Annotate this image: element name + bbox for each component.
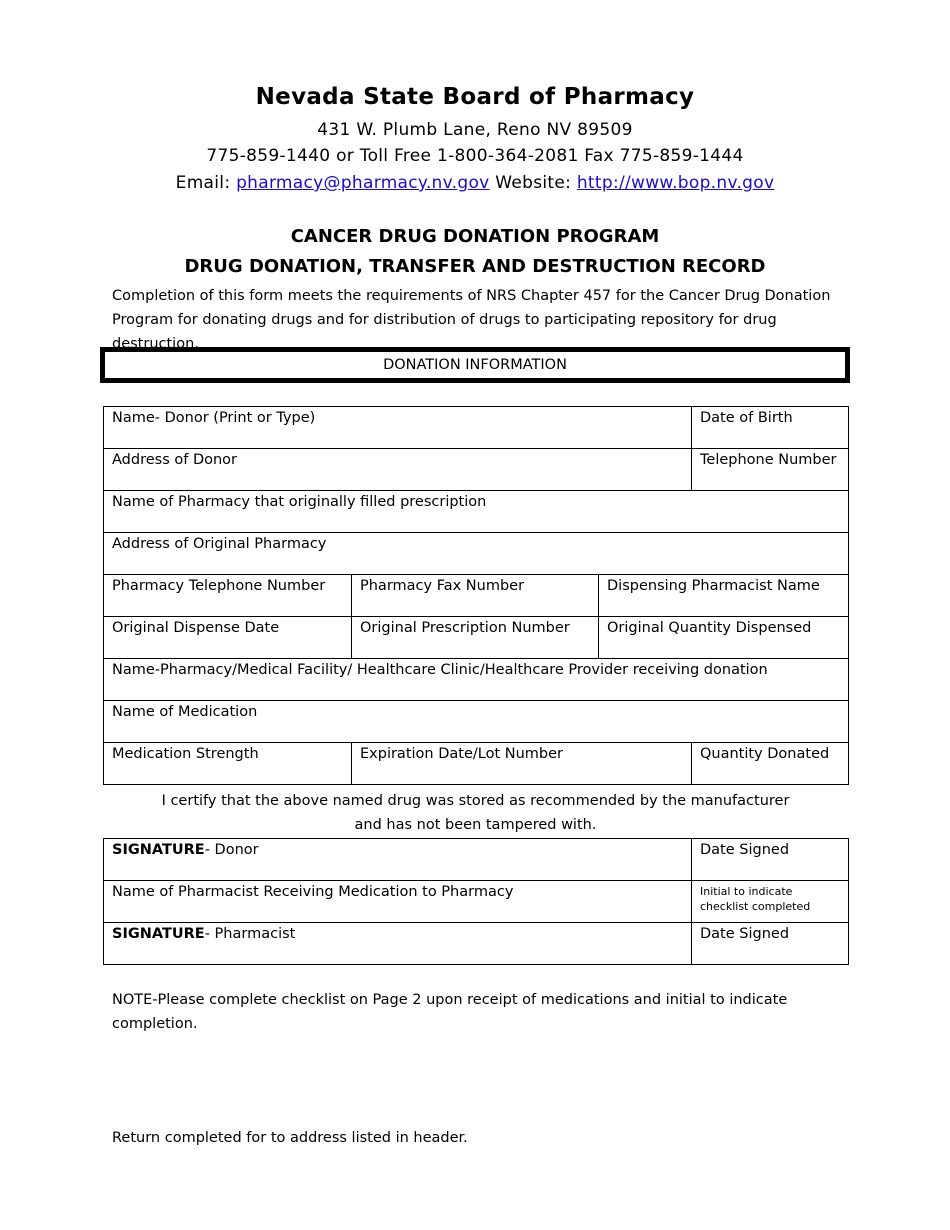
table-row: [104, 617, 849, 659]
org-address: 431 W. Plumb Lane, Reno NV 89509: [317, 120, 633, 140]
certification-line-1: I certify that the above named drug was stored as recommended by the manufacturer: [161, 793, 790, 809]
pharmacist-signature-suffix: - Pharmacist: [204, 926, 296, 942]
email-label: Email:: [175, 173, 237, 193]
program-title: CANCER DRUG DONATION PROGRAM: [290, 226, 660, 247]
table-row: [104, 881, 849, 923]
table-row: [104, 923, 849, 965]
org-contact-line: [0, 173, 950, 193]
pharmacy-fax-field[interactable]: Pharmacy Fax Number: [352, 575, 599, 617]
donation-information-header: DONATION INFORMATION: [100, 347, 850, 383]
signature-bold-label: SIGNATURE: [112, 842, 205, 858]
pharmacy-phone-field[interactable]: Pharmacy Telephone Number: [104, 575, 352, 617]
table-row: [104, 449, 849, 491]
table-row: [104, 743, 849, 785]
expiration-lot-field[interactable]: Expiration Date/Lot Number: [352, 743, 692, 785]
orig-rx-number-field[interactable]: Original Prescription Number: [352, 617, 599, 659]
dob-field[interactable]: Date of Birth: [692, 407, 849, 449]
checklist-note: NOTE-Please complete checklist on Page 2 upon receipt of medications and initial to indicate completion.: [112, 992, 788, 1032]
org-phone-line: 775-859-1440 or Toll Free 1-800-364-2081 Fax 775-859-1444: [206, 146, 744, 166]
table-row: [104, 407, 849, 449]
certification-line-2: and has not been tampered with.: [354, 817, 597, 833]
certification-statement: [103, 789, 848, 837]
donor-name-field[interactable]: Name- Donor (Print or Type): [104, 407, 692, 449]
table-row: [104, 575, 849, 617]
pharmacist-signature-field[interactable]: [104, 923, 692, 965]
receiving-pharmacist-field[interactable]: Name of Pharmacist Receiving Medication to Pharmacy: [104, 881, 692, 923]
table-row: [104, 701, 849, 743]
donor-signature-suffix: - Donor: [204, 842, 259, 858]
telephone-field[interactable]: Telephone Number: [692, 449, 849, 491]
intro-text: Completion of this form meets the requirements of NRS Chapter 457 for the Cancer Drug Donation Program for donating drugs and for distribution of drugs to participating repository for drug destruction.: [112, 288, 831, 352]
email-link[interactable]: pharmacy@pharmacy.nv.gov: [236, 173, 490, 193]
donor-address-field[interactable]: Address of Donor: [104, 449, 692, 491]
medication-name-field[interactable]: Name of Medication: [104, 701, 849, 743]
table-row: [104, 839, 849, 881]
donor-signature-field[interactable]: [104, 839, 692, 881]
website-label: Website:: [489, 173, 577, 193]
dispensing-pharmacist-field[interactable]: Dispensing Pharmacist Name: [599, 575, 849, 617]
checklist-initial-field[interactable]: Initial to indicate checklist completed: [692, 881, 849, 923]
donor-date-signed-field[interactable]: Date Signed: [692, 839, 849, 881]
table-row: [104, 533, 849, 575]
orig-pharmacy-name-field[interactable]: Name of Pharmacy that originally filled prescription: [104, 491, 849, 533]
orig-dispense-date-field[interactable]: Original Dispense Date: [104, 617, 352, 659]
signature-table: [103, 838, 849, 965]
qty-donated-field[interactable]: Quantity Donated: [692, 743, 849, 785]
return-note: Return completed for to address listed in header.: [112, 1130, 468, 1146]
orig-pharmacy-address-field[interactable]: Address of Original Pharmacy: [104, 533, 849, 575]
table-row: [104, 491, 849, 533]
website-link[interactable]: http://www.bop.nv.gov: [576, 173, 775, 193]
orig-qty-field[interactable]: Original Quantity Dispensed: [599, 617, 849, 659]
table-row: [104, 659, 849, 701]
org-name: Nevada State Board of Pharmacy: [255, 84, 695, 110]
signature-bold-label: SIGNATURE: [112, 926, 205, 942]
donation-info-table: [103, 406, 849, 785]
receiving-facility-field[interactable]: Name-Pharmacy/Medical Facility/ Healthcare Clinic/Healthcare Provider receiving donation: [104, 659, 849, 701]
record-title: DRUG DONATION, TRANSFER AND DESTRUCTION RECORD: [184, 256, 766, 277]
pharmacist-date-signed-field[interactable]: Date Signed: [692, 923, 849, 965]
medication-strength-field[interactable]: Medication Strength: [104, 743, 352, 785]
